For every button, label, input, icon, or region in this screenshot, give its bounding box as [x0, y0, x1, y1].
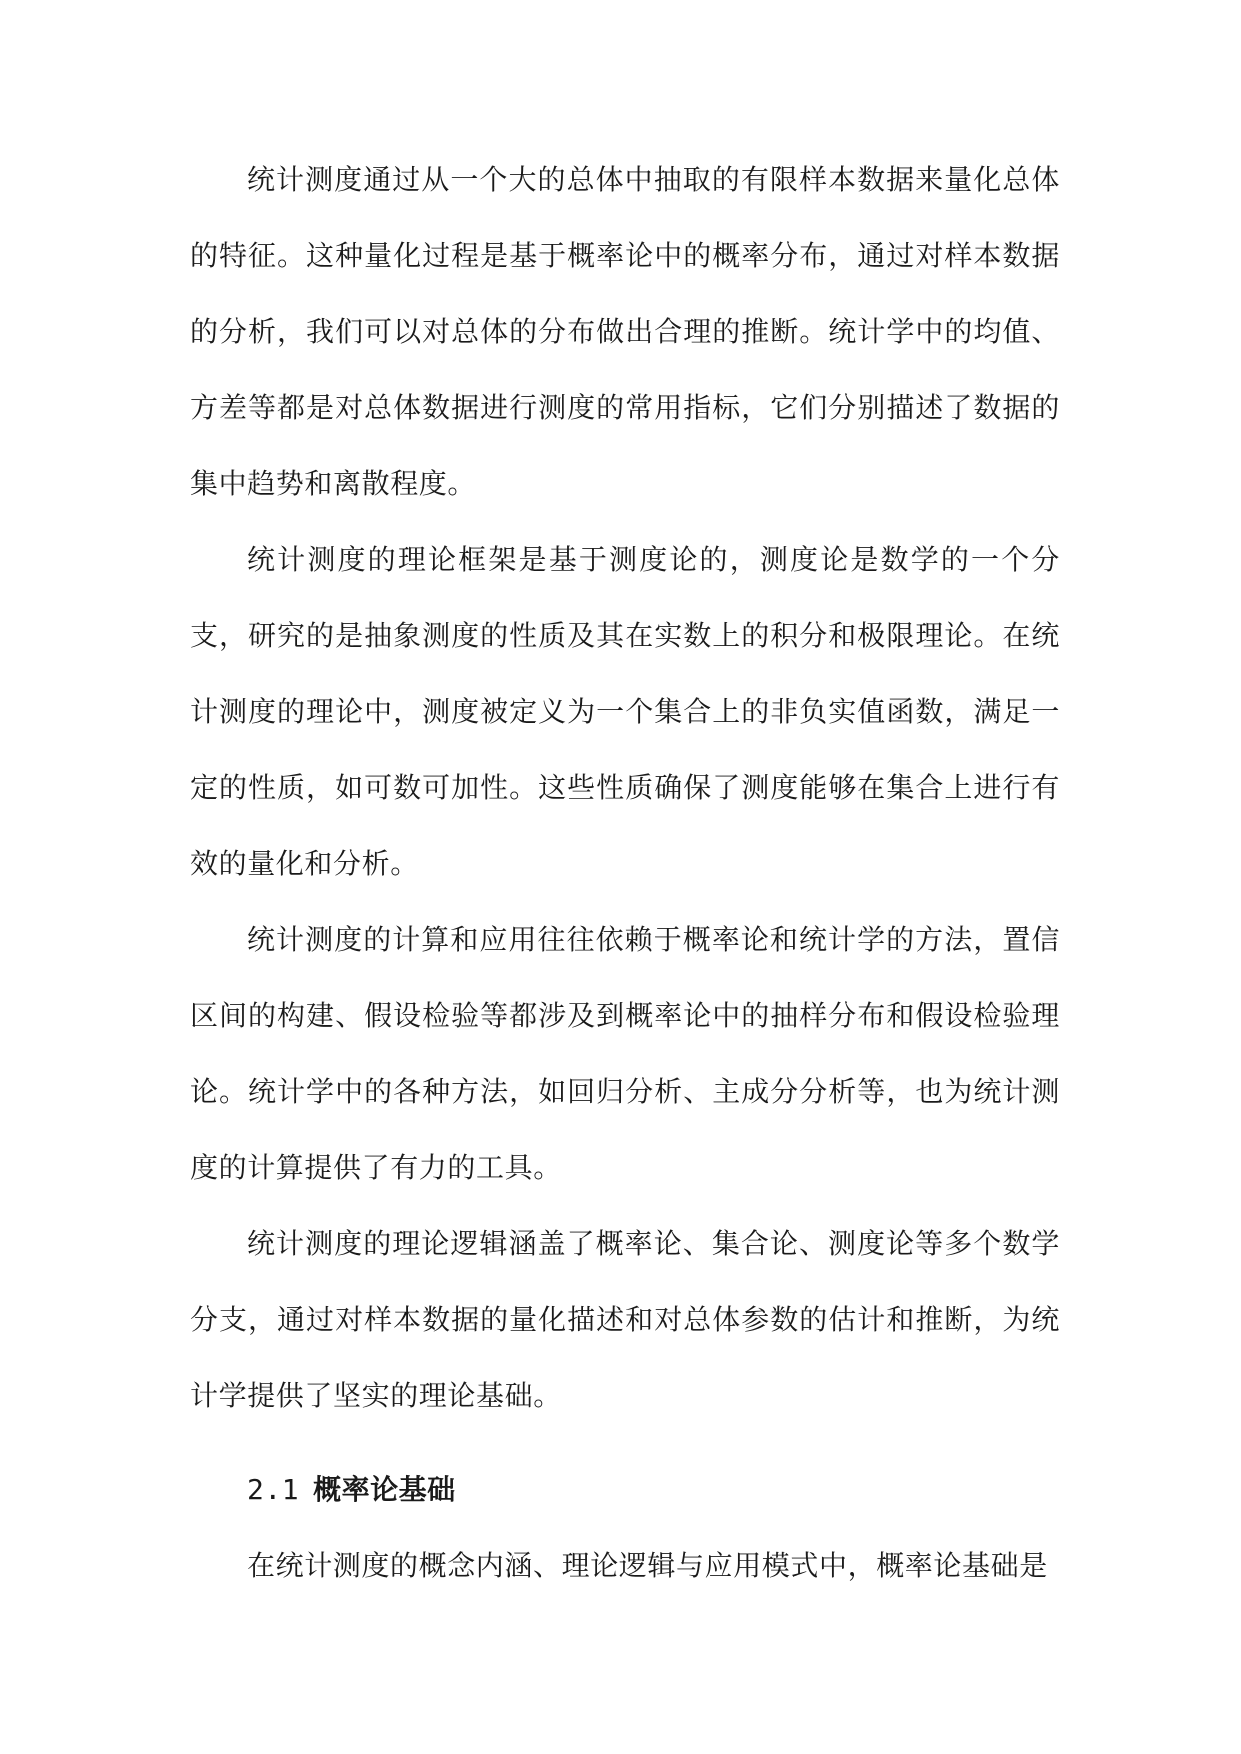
section-number: 2.1 — [247, 1473, 300, 1506]
paragraph-2: 统计测度的理论框架是基于测度论的，测度论是数学的一个分支，研究的是抽象测度的性质及其在实数上的积分和极限理论。在统计测度的理论中，测度被定义为一个集合上的非负实值函数，满足一定的性质，如可数可加性。这些性质确保了测度能够在集合上进行有效的量化和分析。 — [190, 543, 1060, 880]
document-body — [190, 142, 1060, 1604]
paragraph-3: 统计测度的计算和应用往往依赖于概率论和统计学的方法，置信区间的构建、假设检验等都涉及到概率论中的抽样分布和假设检验理论。统计学中的各种方法，如回归分析、主成分分析等，也为统计测度的计算提供了有力的工具。 — [190, 923, 1060, 1184]
section-title: 概率论基础 — [313, 1473, 456, 1506]
paragraph-1: 统计测度通过从一个大的总体中抽取的有限样本数据来量化总体的特征。这种量化过程是基于概率论中的概率分布，通过对样本数据的分析，我们可以对总体的分布做出合理的推断。统计学中的均值、方差等都是对总体数据进行测度的常用指标，它们分别描述了数据的集中趋势和离散程度。 — [190, 163, 1060, 500]
paragraph-5: 在统计测度的概念内涵、理论逻辑与应用模式中，概率论基础是 — [247, 1549, 1048, 1582]
section-heading — [190, 1452, 1060, 1528]
paragraph-4: 统计测度的理论逻辑涵盖了概率论、集合论、测度论等多个数学分支，通过对样本数据的量化描述和对总体参数的估计和推断，为统计学提供了坚实的理论基础。 — [190, 1227, 1060, 1412]
